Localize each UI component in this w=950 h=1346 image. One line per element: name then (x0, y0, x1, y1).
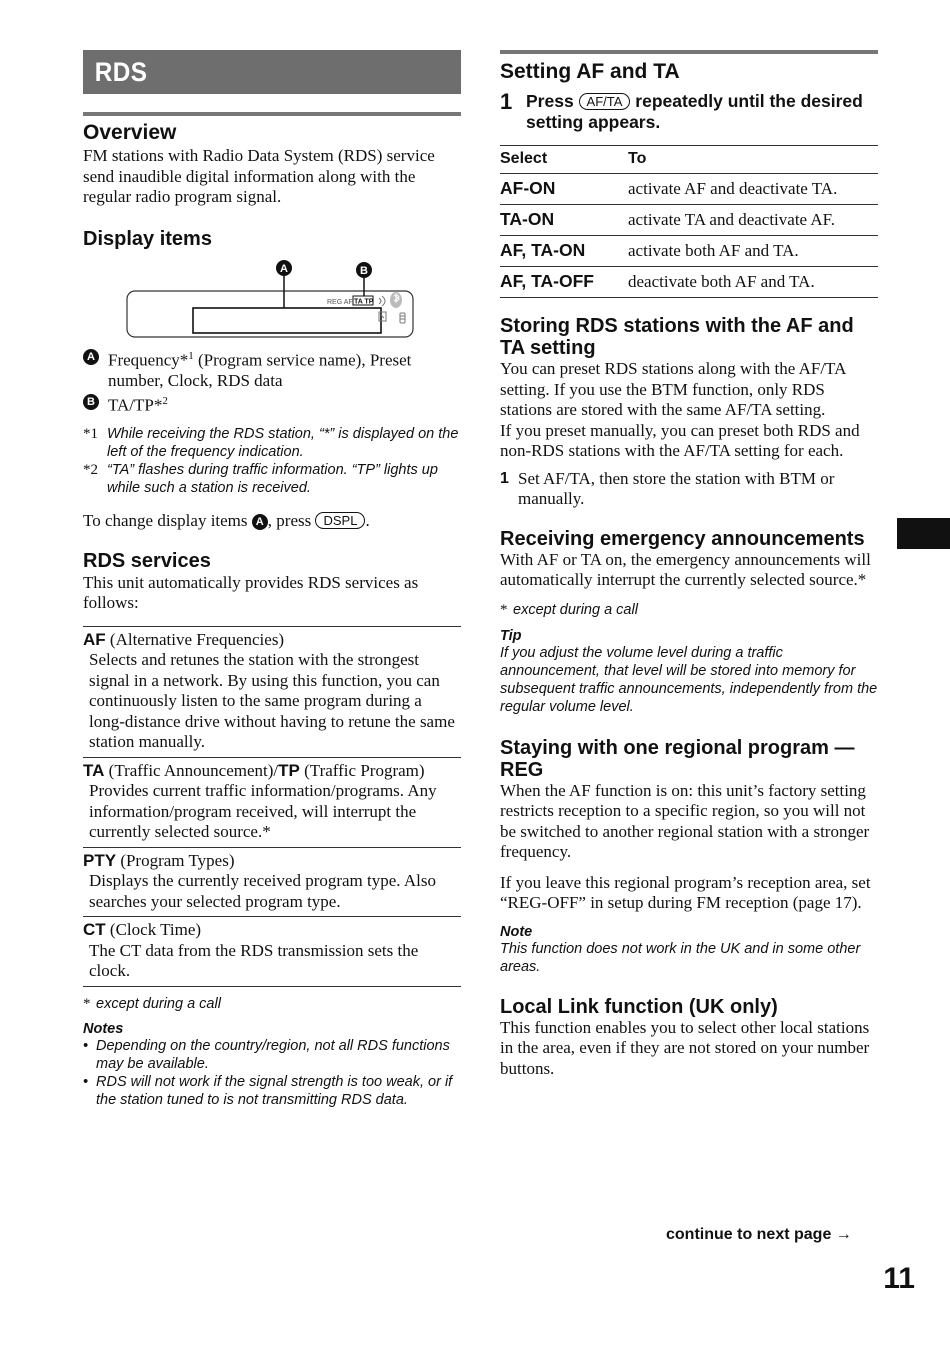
local-link-heading: Local Link function (UK only) (500, 995, 778, 1018)
tip-heading: Tip (500, 627, 522, 644)
rds-services-intro: This unit automatically provides RDS services as follows: (83, 572, 419, 613)
note-heading: Note (500, 923, 533, 940)
service-ct: CT (Clock Time) The CT data from the RDS transmission sets the clock. (83, 916, 461, 986)
marker-b-icon: B (83, 394, 99, 410)
table-header-row (500, 146, 878, 174)
note-text: This function does not work in the UK and in some other areas. (500, 940, 861, 975)
dspl-button-icon: DSPL (315, 512, 365, 529)
af-ta-button-icon: AF/TA (579, 93, 631, 110)
service-pty: PTY (Program Types) Displays the currently received program type. Also searches your selected program type. (83, 847, 461, 917)
regional-heading: Staying with one regional program — REG (500, 736, 855, 781)
emergency-heading: Receiving emergency announcements (500, 527, 865, 550)
storing-heading: Storing RDS stations with the AF and TA setting (500, 315, 854, 359)
item-b-row (83, 391, 461, 416)
overview-heading: Overview (83, 121, 177, 144)
table-header: Select (500, 146, 628, 174)
banner-title: RDS (94, 56, 148, 87)
item-a-text: Frequency*$^1$ (Program service name), Preset number, Clock, RDS data (108, 349, 412, 390)
callout-a-label: A (280, 262, 288, 275)
display-panel-illustration (83, 260, 461, 338)
ta-tp-indicator: TA TP (354, 298, 374, 305)
emergency-footnote: * except during a call (500, 601, 638, 618)
right-column (500, 50, 878, 1079)
regional-p2: If you leave this regional program’s reception area, set “REG-OFF” in setup during FM reception (page 17). (500, 872, 871, 912)
table-header: To (628, 146, 878, 174)
service-ta-tp: TA (Traffic Announcement)/TP (Traffic Program) Provides current traffic information/programs. Any information/program received, will interrupt the currently selected source.* (83, 757, 461, 847)
bluetooth-icon (390, 292, 402, 308)
overview-text: FM stations with Radio Data System (RDS) service send inaudible digital information along with the regular radio program signal. (83, 146, 435, 206)
note-item: • RDS will not work if the signal strength is too weak, or if the station tuned to is not transmitting RDS data. (83, 1073, 453, 1108)
footnote-2: *2 “TA” flashes during traffic information. “TP” lights up while such a station is received. (83, 462, 438, 497)
item-a-row (83, 346, 461, 392)
display-diagram (83, 260, 461, 338)
service-af: AF (Alternative Frequencies) Selects and retunes the station with the strongest signal in a network. By using this function, you can continuously listen to the same program during a long-distance drive without having to retune the same station manually. (83, 626, 461, 757)
notes-list (83, 1037, 461, 1109)
table-row: AF-ON activate AF and deactivate TA. (500, 174, 878, 205)
display-footnotes (83, 425, 461, 497)
table-row: AF, TA-OFF deactivate both AF and TA. (500, 267, 878, 298)
emergency-text: With AF or TA on, the emergency announcements will automatically interrupt the currently selected source.* (500, 549, 871, 589)
table-row: TA-ON activate TA and deactivate AF. (500, 205, 878, 236)
af-ta-table (500, 145, 878, 298)
left-column (83, 50, 461, 1109)
item-b-text: TA/TP*$^2$ (108, 395, 168, 415)
notes-heading: Notes (83, 1020, 124, 1037)
chapter-tab (897, 518, 950, 549)
continue-label: continue to next page → (666, 1226, 852, 1243)
regional-p1: When the AF function is on: this unit’s factory setting restricts reception to a specific region, so you will not be switched to another regional station with a stronger frequency. (500, 780, 870, 861)
marker-a-icon: A (83, 349, 99, 365)
page-number: 11 (883, 1262, 915, 1295)
change-display-text: To change display items A , press DSPL . (83, 511, 370, 531)
reg-af-indicator: REG AF (327, 298, 353, 306)
footnote-1: *1 While receiving the RDS station, “*” is displayed on the left of the frequency indication. (83, 426, 459, 461)
section-rule (500, 50, 878, 54)
storing-p2: If you preset manually, you can preset both RDS and non-RDS stations with the AF/TA setting for each. (500, 420, 860, 460)
callout-b-label: B (360, 264, 368, 277)
af-ta-step: 1 Press AF/TA repeatedly until the desired setting appears. (500, 89, 863, 132)
af-ta-heading: Setting AF and TA (500, 60, 680, 83)
services-list (83, 626, 461, 987)
section-banner (83, 50, 461, 94)
section-rule (83, 112, 461, 116)
rds-services-heading: RDS services (83, 549, 211, 572)
services-footnote: * except during a call (83, 995, 221, 1012)
storing-p1: You can preset RDS stations along with the AF/TA setting. If you use the BTM function, only RDS stations are stored with the same AF/TA setting. (500, 359, 846, 419)
marker-a-icon: A (252, 514, 268, 530)
display-items-heading: Display items (83, 227, 212, 250)
note-item: • Depending on the country/region, not all RDS functions may be available. (83, 1037, 450, 1072)
tip-text: If you adjust the volume level during a traffic announcement, that level will be stored into memory for subsequent traffic announcements, independently from the regular volume level. (500, 644, 878, 715)
local-link-text: This function enables you to select other local stations in the area, even if they are not stored on your number buttons. (500, 1017, 870, 1078)
table-row: AF, TA-ON activate both AF and TA. (500, 236, 878, 267)
storing-step: 1 Set AF/TA, then store the station with BTM or manually. (500, 468, 835, 508)
